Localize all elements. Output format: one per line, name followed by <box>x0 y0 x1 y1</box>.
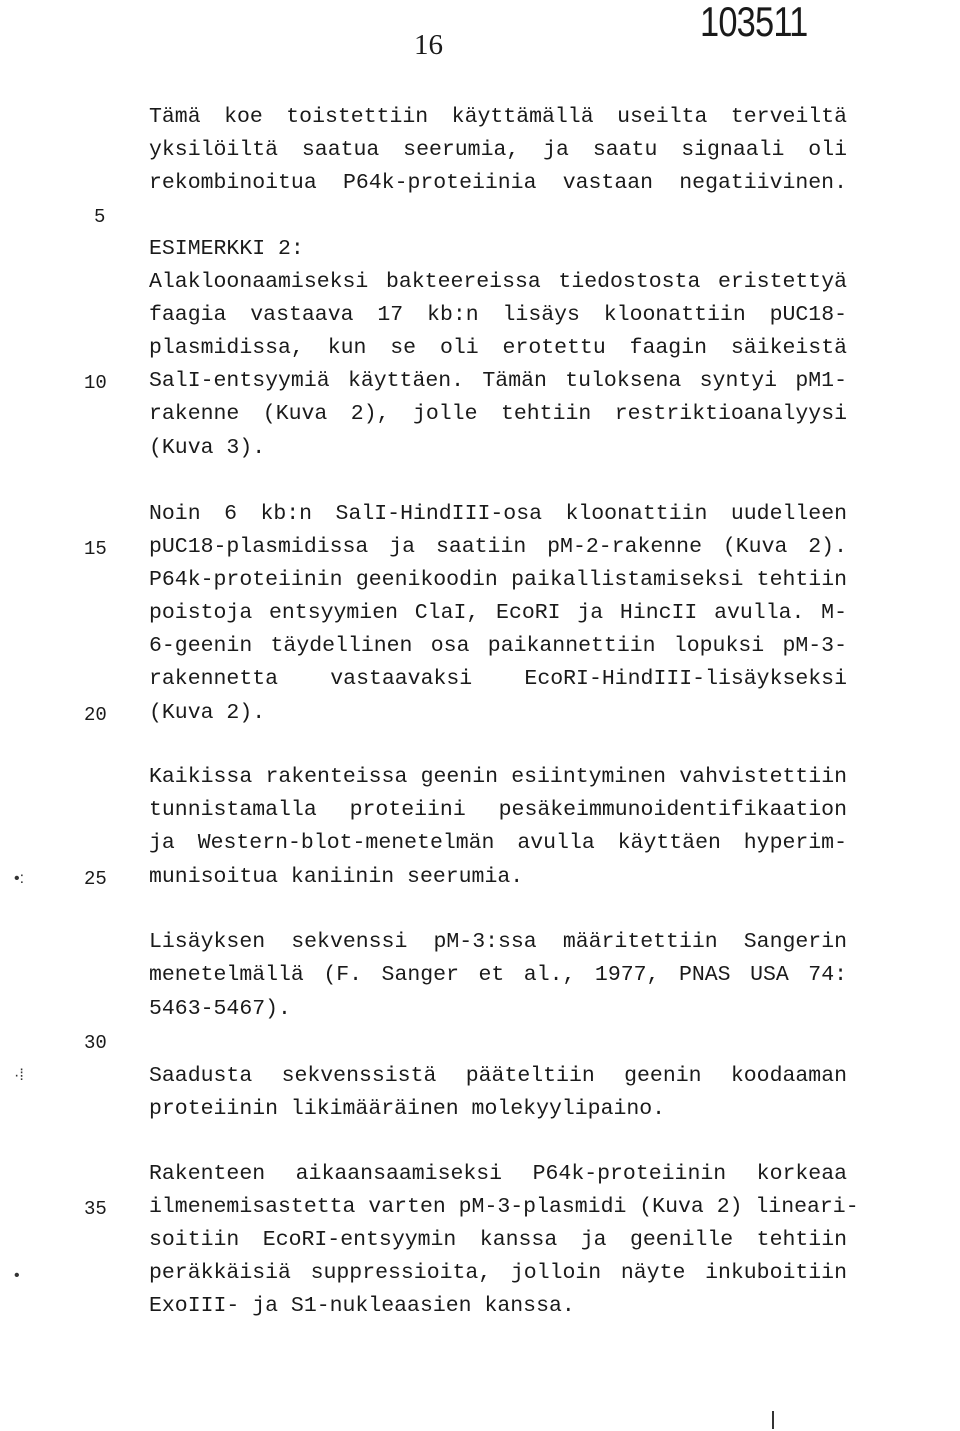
text-line: ExoIII- ja S1-nukleaasien kanssa. <box>149 1294 575 1318</box>
text-line: tunnistamalla proteiini pesäkeimmunoidentifikaation <box>149 798 847 822</box>
text-line: ilmenemisastetta varten pM-3-plasmidi (Kuva 2) lineari- <box>149 1195 859 1219</box>
text-line: Kaikissa rakenteissa geenin esiintyminen vahvistettiin <box>149 765 847 789</box>
line-number: 35 <box>84 1198 107 1220</box>
text-line: ja Western-blot-menetelmän avulla käyttäen hyperim- <box>149 831 847 855</box>
text-line: plasmidissa, kun se oli erotettu faagin säikeistä <box>149 336 847 360</box>
text-line: Alakloonaamiseksi bakteereissa tiedostosta eristettyä <box>149 270 847 294</box>
margin-dot-mark: ·⁞ <box>14 1067 24 1084</box>
text-line: rakenne (Kuva 2), jolle tehtiin restriktioanalyysi <box>149 402 847 426</box>
text-line: poistoja entsyymien ClaI, EcoRI ja HincII avulla. M- <box>149 601 847 625</box>
text-line: (Kuva 2). <box>149 701 266 725</box>
line-number: 15 <box>84 538 107 560</box>
line-number: 10 <box>84 372 107 394</box>
margin-dot-mark: •: <box>14 870 25 887</box>
text-line: P64k-proteiinin geenikoodin paikallistamiseksi tehtiin <box>149 568 847 592</box>
text-line: Saadusta sekvenssistä pääteltiin geenin koodaaman <box>149 1064 847 1088</box>
line-number: 25 <box>84 868 107 890</box>
text-line: 6-geenin täydellinen osa paikannettiin lopuksi pM-3- <box>149 634 847 658</box>
text-line: menetelmällä (F. Sanger et al., 1977, PNAS USA 74: <box>149 963 847 987</box>
document-number: 103511 <box>700 0 808 45</box>
text-line: faagia vastaava 17 kb:n lisäys kloonattiin pUC18- <box>149 303 847 327</box>
text-line: Rakenteen aikaansaamiseksi P64k-proteiinin korkeaa <box>149 1162 847 1186</box>
line-number: 20 <box>84 704 107 726</box>
line-number: 30 <box>84 1032 107 1054</box>
text-line: 5463-5467). <box>149 997 291 1021</box>
text-line: Noin 6 kb:n SalI-HindIII-osa kloonattiin uudelleen <box>149 502 847 526</box>
text-line: soitiin EcoRI-entsyymin kanssa ja geenille tehtiin <box>149 1228 847 1252</box>
text-line: rakennetta vastaavaksi EcoRI-HindIII-lisäykseksi <box>149 667 847 691</box>
text-line: rekombinoitua P64k-proteiinia vastaan negatiivinen. <box>149 171 847 195</box>
text-line: Lisäyksen sekvenssi pM-3:ssa määritettiin Sangerin <box>149 930 847 954</box>
line-number: 5 <box>94 206 106 228</box>
text-line: pUC18-plasmidissa ja saatiin pM-2-rakenne (Kuva 2). <box>149 535 847 559</box>
margin-dot-mark: • <box>14 1267 20 1284</box>
page-number: 16 <box>414 29 443 61</box>
section-heading: ESIMERKKI 2: <box>149 237 304 261</box>
text-line: peräkkäisiä suppressioita, jolloin näyte inkuboitiin <box>149 1261 847 1285</box>
text-line: Tämä koe toistettiin käyttämällä useilta terveiltä <box>149 105 847 129</box>
text-line: yksilöiltä saatua seerumia, ja saatu signaali oli <box>149 138 847 162</box>
text-line: munisoitua kaniinin seerumia. <box>149 865 524 889</box>
margin-tick-mark <box>772 1411 774 1429</box>
text-line: SalI-entsyymiä käyttäen. Tämän tuloksena syntyi pM1- <box>149 369 847 393</box>
text-line: proteiinin likimääräinen molekyylipaino. <box>149 1097 666 1121</box>
text-line: (Kuva 3). <box>149 436 266 460</box>
